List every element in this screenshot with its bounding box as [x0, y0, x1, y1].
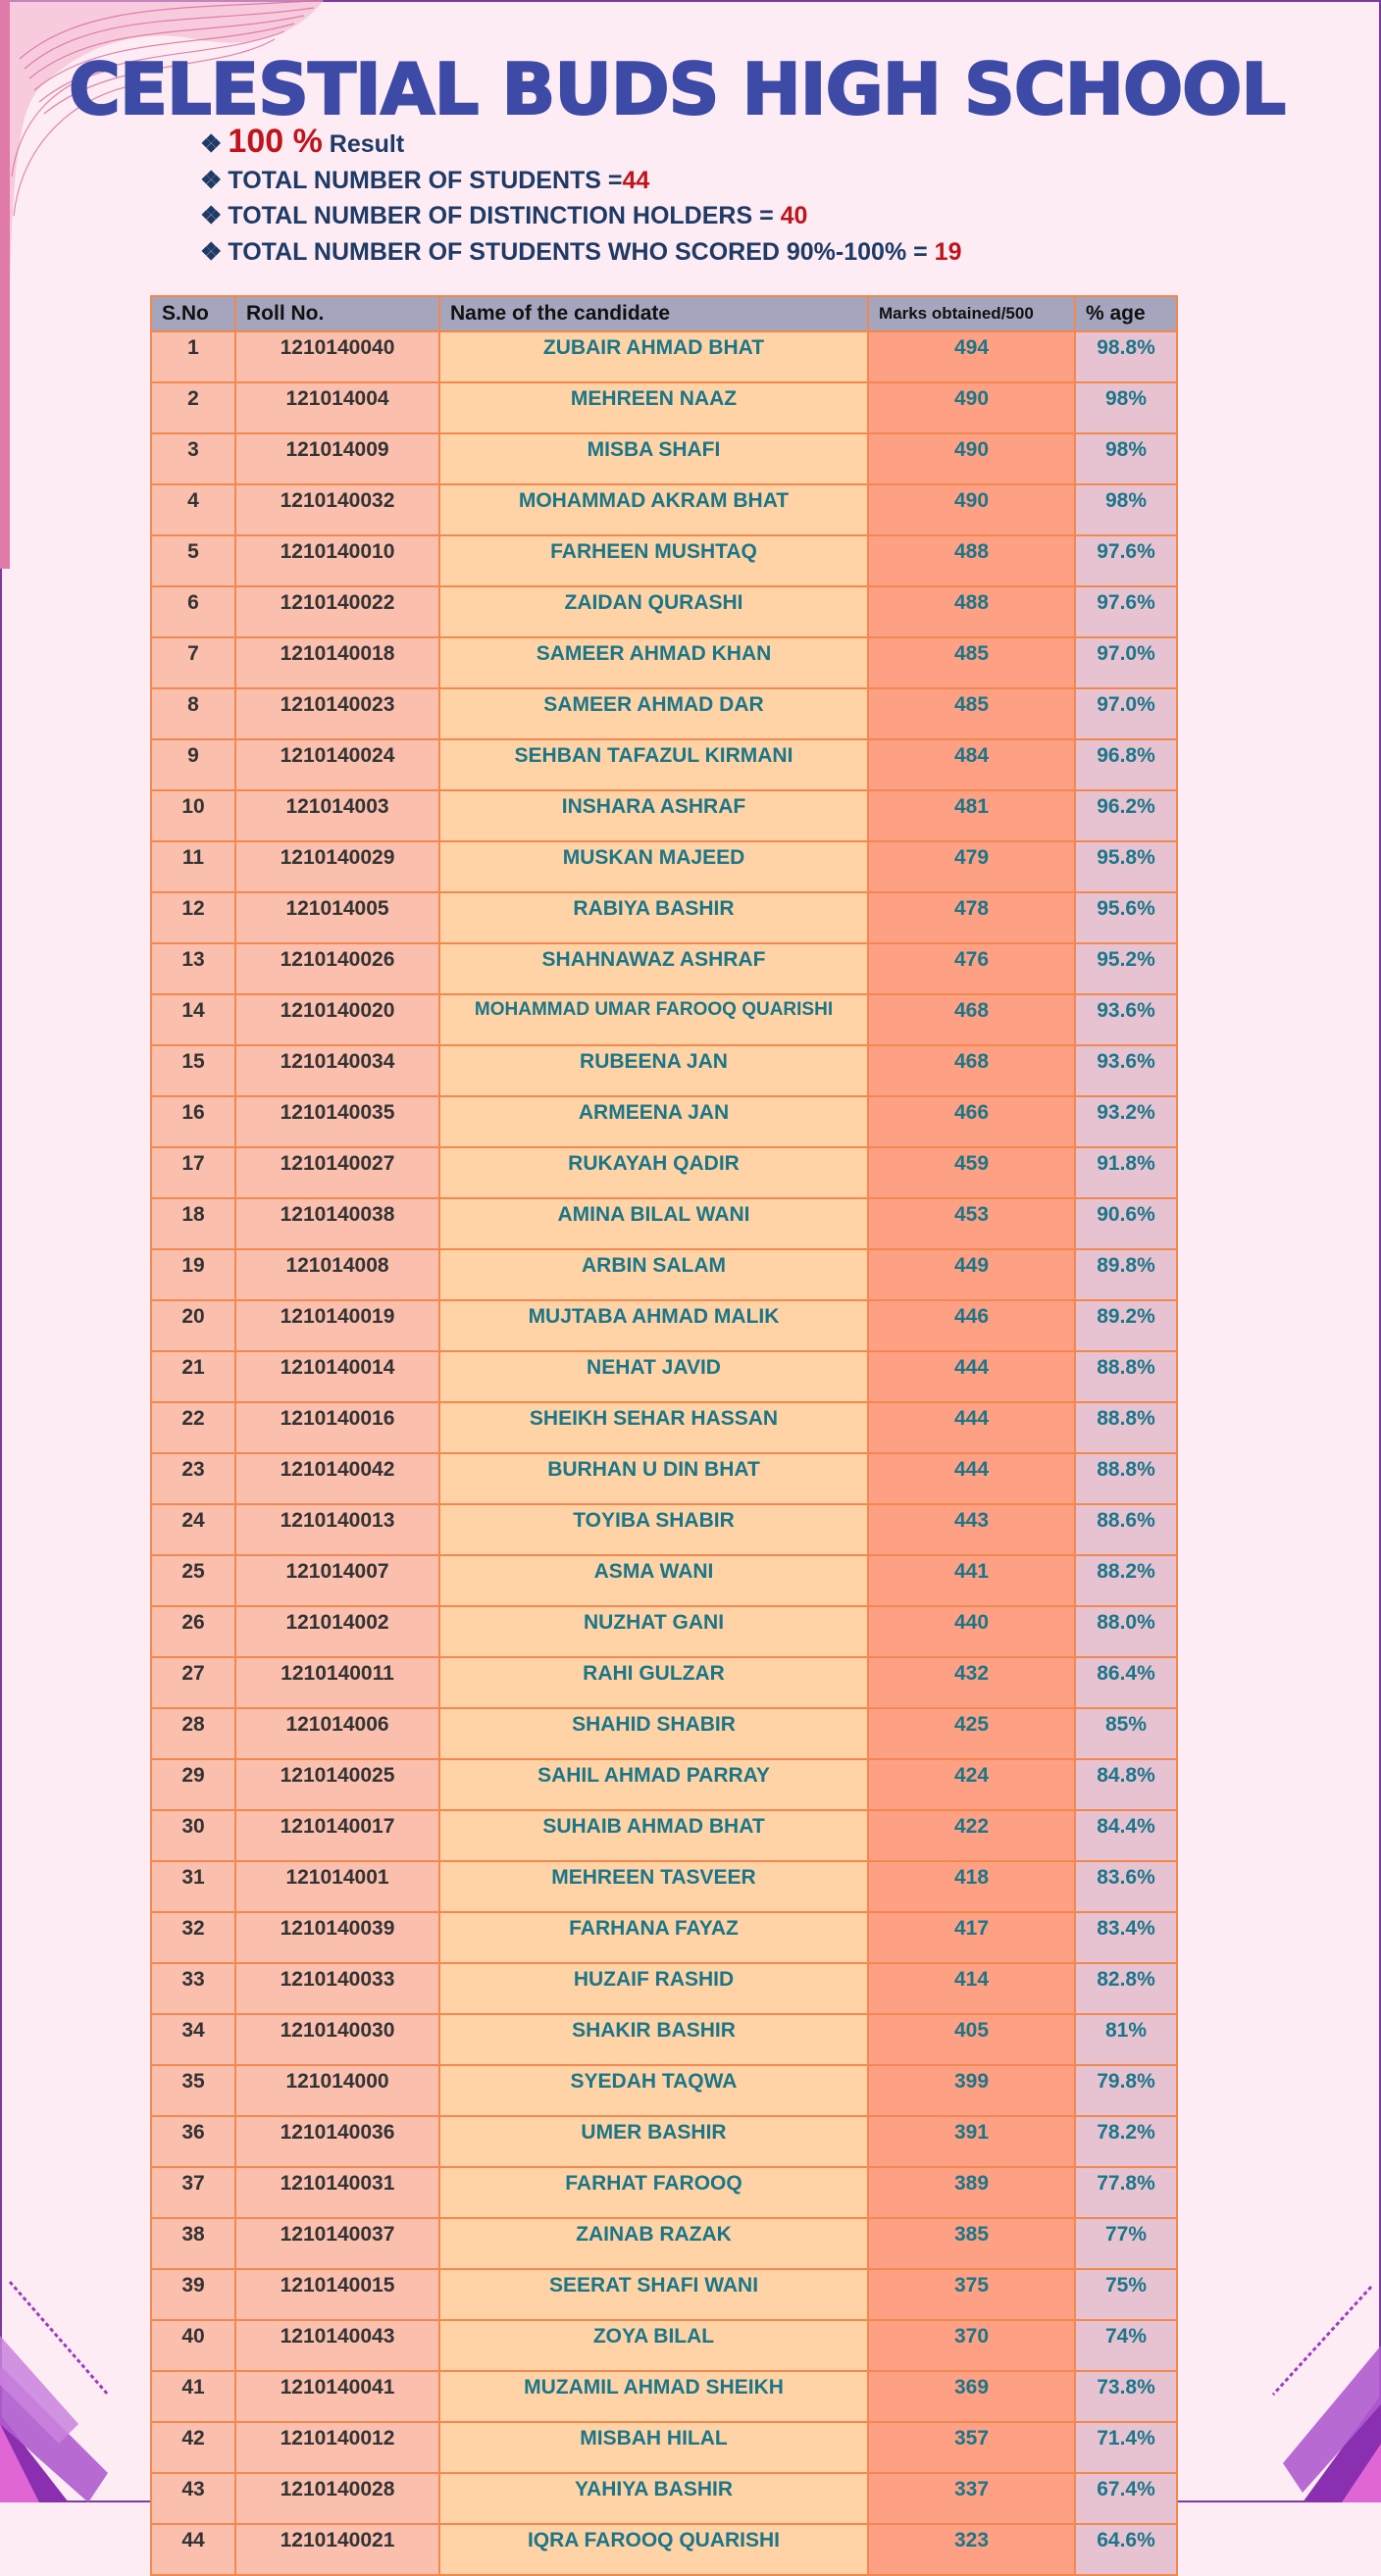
- candidate-name-cell: SAMEER AHMAD DAR: [439, 688, 868, 739]
- marks-cell: 444: [868, 1351, 1075, 1402]
- school-title: CELESTIAL BUDS HIGH SCHOOL: [69, 48, 1286, 130]
- roll-number-cell: 1210140035: [235, 1096, 439, 1147]
- roll-number-cell: 1210140038: [235, 1198, 439, 1249]
- serial-number-cell: 19: [151, 1249, 235, 1300]
- table-row: [151, 1402, 1177, 1453]
- marks-cell: 337: [868, 2473, 1075, 2524]
- table-row: [151, 994, 1177, 1045]
- candidate-name-cell: SHAHNAWAZ ASHRAF: [439, 943, 868, 994]
- marks-cell: 418: [868, 1861, 1075, 1912]
- table-row: [151, 790, 1177, 841]
- table-row: [151, 1606, 1177, 1657]
- roll-number-cell: 1210140015: [235, 2269, 439, 2320]
- candidate-name-cell: SAMEER AHMAD KHAN: [439, 637, 868, 688]
- serial-number-cell: 31: [151, 1861, 235, 1912]
- marks-cell: 422: [868, 1810, 1075, 1861]
- serial-number-cell: 25: [151, 1555, 235, 1606]
- marks-cell: 424: [868, 1759, 1075, 1810]
- marks-cell: 466: [868, 1096, 1075, 1147]
- table-row: [151, 1198, 1177, 1249]
- candidate-name-cell: HUZAIF RASHID: [439, 1963, 868, 2014]
- serial-number-cell: 26: [151, 1606, 235, 1657]
- percentage-cell: 95.6%: [1075, 892, 1177, 943]
- table-row: [151, 637, 1177, 688]
- percentage-cell: 77%: [1075, 2218, 1177, 2269]
- serial-number-cell: 42: [151, 2422, 235, 2473]
- serial-number-cell: 41: [151, 2371, 235, 2422]
- table-row: [151, 688, 1177, 739]
- roll-number-cell: 121014008: [235, 1249, 439, 1300]
- candidate-name-cell: FARHEEN MUSHTAQ: [439, 535, 868, 586]
- marks-cell: 479: [868, 841, 1075, 892]
- percentage-cell: 88.6%: [1075, 1504, 1177, 1555]
- percentage-cell: 85%: [1075, 1708, 1177, 1759]
- marks-cell: 490: [868, 382, 1075, 433]
- roll-number-cell: 121014005: [235, 892, 439, 943]
- roll-number-cell: 121014007: [235, 1555, 439, 1606]
- serial-number-cell: 34: [151, 2014, 235, 2065]
- candidate-name-cell: NUZHAT GANI: [439, 1606, 868, 1657]
- percentage-cell: 84.8%: [1075, 1759, 1177, 1810]
- candidate-name-cell: SUHAIB AHMAD BHAT: [439, 1810, 868, 1861]
- column-header: S.No: [151, 296, 235, 331]
- candidate-name-cell: SAHIL AHMAD PARRAY: [439, 1759, 868, 1810]
- distinction-value: 40: [780, 202, 808, 229]
- candidate-name-cell: ASMA WANI: [439, 1555, 868, 1606]
- serial-number-cell: 14: [151, 994, 235, 1045]
- table-row: [151, 1708, 1177, 1759]
- table-row: [151, 1045, 1177, 1096]
- marks-cell: 485: [868, 637, 1075, 688]
- percentage-cell: 88.2%: [1075, 1555, 1177, 1606]
- serial-number-cell: 30: [151, 1810, 235, 1861]
- marks-cell: 481: [868, 790, 1075, 841]
- percentage-cell: 84.4%: [1075, 1810, 1177, 1861]
- marks-cell: 459: [868, 1147, 1075, 1198]
- percentage-cell: 64.6%: [1075, 2524, 1177, 2575]
- roll-number-cell: 1210140020: [235, 994, 439, 1045]
- roll-number-cell: 1210140029: [235, 841, 439, 892]
- percentage-cell: 73.8%: [1075, 2371, 1177, 2422]
- table-row: [151, 1963, 1177, 2014]
- diamond-bullet-icon: ❖: [200, 237, 223, 266]
- serial-number-cell: 44: [151, 2524, 235, 2575]
- candidate-name-cell: NEHAT JAVID: [439, 1351, 868, 1402]
- serial-number-cell: 10: [151, 790, 235, 841]
- marks-cell: 490: [868, 484, 1075, 535]
- column-header: Roll No.: [235, 296, 439, 331]
- percentage-cell: 96.8%: [1075, 739, 1177, 790]
- percentage-cell: 82.8%: [1075, 1963, 1177, 2014]
- serial-number-cell: 12: [151, 892, 235, 943]
- marks-cell: 444: [868, 1402, 1075, 1453]
- marks-cell: 440: [868, 1606, 1075, 1657]
- table-row: [151, 2116, 1177, 2167]
- candidate-name-cell: MUZAMIL AHMAD SHEIKH: [439, 2371, 868, 2422]
- percentage-cell: 71.4%: [1075, 2422, 1177, 2473]
- table-row: [151, 1861, 1177, 1912]
- percentage-cell: 90.6%: [1075, 1198, 1177, 1249]
- table-row: [151, 943, 1177, 994]
- serial-number-cell: 6: [151, 586, 235, 637]
- candidate-name-cell: MUJTABA AHMAD MALIK: [439, 1300, 868, 1351]
- table-row: [151, 841, 1177, 892]
- percentage-cell: 93.2%: [1075, 1096, 1177, 1147]
- roll-number-cell: 1210140031: [235, 2167, 439, 2218]
- marks-cell: 488: [868, 535, 1075, 586]
- serial-number-cell: 20: [151, 1300, 235, 1351]
- roll-number-cell: 1210140028: [235, 2473, 439, 2524]
- table-row: [151, 2422, 1177, 2473]
- candidate-name-cell: ZAIDAN QURASHI: [439, 586, 868, 637]
- marks-cell: 405: [868, 2014, 1075, 2065]
- top-scorers-label: TOTAL NUMBER OF STUDENTS WHO SCORED 90%-100% =: [228, 237, 935, 266]
- roll-number-cell: 1210140027: [235, 1147, 439, 1198]
- candidate-name-cell: ZOYA BILAL: [439, 2320, 868, 2371]
- table-row: [151, 1453, 1177, 1504]
- percentage-cell: 97.0%: [1075, 688, 1177, 739]
- candidate-name-cell: ARBIN SALAM: [439, 1249, 868, 1300]
- total-students-label: TOTAL NUMBER OF STUDENTS =: [228, 166, 623, 194]
- serial-number-cell: 29: [151, 1759, 235, 1810]
- serial-number-cell: 22: [151, 1402, 235, 1453]
- table-row: [151, 433, 1177, 484]
- candidate-name-cell: SHAHID SHABIR: [439, 1708, 868, 1759]
- marks-cell: 453: [868, 1198, 1075, 1249]
- roll-number-cell: 121014003: [235, 790, 439, 841]
- diamond-bullet-icon: ❖: [200, 130, 223, 158]
- serial-number-cell: 8: [151, 688, 235, 739]
- table-row: [151, 2065, 1177, 2116]
- roll-number-cell: 1210140022: [235, 586, 439, 637]
- percentage-cell: 88.0%: [1075, 1606, 1177, 1657]
- percentage-cell: 98%: [1075, 382, 1177, 433]
- roll-number-cell: 1210140017: [235, 1810, 439, 1861]
- serial-number-cell: 39: [151, 2269, 235, 2320]
- marks-cell: 488: [868, 586, 1075, 637]
- roll-number-cell: 1210140018: [235, 637, 439, 688]
- percentage-cell: 98%: [1075, 433, 1177, 484]
- serial-number-cell: 3: [151, 433, 235, 484]
- percentage-cell: 79.8%: [1075, 2065, 1177, 2116]
- marks-cell: 494: [868, 331, 1075, 382]
- table-row: [151, 1810, 1177, 1861]
- marks-cell: 446: [868, 1300, 1075, 1351]
- serial-number-cell: 4: [151, 484, 235, 535]
- marks-cell: 441: [868, 1555, 1075, 1606]
- diamond-bullet-icon: ❖: [200, 202, 223, 229]
- candidate-name-cell: RUBEENA JAN: [439, 1045, 868, 1096]
- candidate-name-cell: MOHAMMAD AKRAM BHAT: [439, 484, 868, 535]
- roll-number-cell: 1210140033: [235, 1963, 439, 2014]
- serial-number-cell: 33: [151, 1963, 235, 2014]
- column-header: Marks obtained/500: [868, 296, 1075, 331]
- marks-cell: 443: [868, 1504, 1075, 1555]
- table-row: [151, 2014, 1177, 2065]
- table-row: [151, 2320, 1177, 2371]
- roll-number-cell: 1210140043: [235, 2320, 439, 2371]
- percentage-cell: 91.8%: [1075, 1147, 1177, 1198]
- table-row: [151, 2218, 1177, 2269]
- serial-number-cell: 5: [151, 535, 235, 586]
- roll-number-cell: 1210140042: [235, 1453, 439, 1504]
- candidate-name-cell: SHEIKH SEHAR HASSAN: [439, 1402, 868, 1453]
- roll-number-cell: 1210140036: [235, 2116, 439, 2167]
- percentage-cell: 67.4%: [1075, 2473, 1177, 2524]
- table-row: [151, 1300, 1177, 1351]
- roll-number-cell: 1210140025: [235, 1759, 439, 1810]
- total-students-line: [200, 163, 961, 199]
- column-header: % age: [1075, 296, 1177, 331]
- table-row: [151, 484, 1177, 535]
- corner-decoration-left: [0, 2277, 137, 2502]
- percentage-cell: 89.8%: [1075, 1249, 1177, 1300]
- candidate-name-cell: MISBAH HILAL: [439, 2422, 868, 2473]
- corner-decoration-right: [1244, 2277, 1381, 2502]
- serial-number-cell: 32: [151, 1912, 235, 1963]
- serial-number-cell: 16: [151, 1096, 235, 1147]
- distinction-label: TOTAL NUMBER OF DISTINCTION HOLDERS =: [228, 202, 781, 229]
- marks-cell: 389: [868, 2167, 1075, 2218]
- table-row: [151, 739, 1177, 790]
- percentage-cell: 75%: [1075, 2269, 1177, 2320]
- marks-cell: 490: [868, 433, 1075, 484]
- candidate-name-cell: AMINA BILAL WANI: [439, 1198, 868, 1249]
- results-table: [150, 295, 1178, 2576]
- percentage-cell: 98%: [1075, 484, 1177, 535]
- serial-number-cell: 17: [151, 1147, 235, 1198]
- roll-number-cell: 1210140023: [235, 688, 439, 739]
- table-row: [151, 586, 1177, 637]
- candidate-name-cell: FARHANA FAYAZ: [439, 1912, 868, 1963]
- percentage-cell: 81%: [1075, 2014, 1177, 2065]
- table-row: [151, 892, 1177, 943]
- marks-cell: 369: [868, 2371, 1075, 2422]
- roll-number-cell: 121014004: [235, 382, 439, 433]
- percentage-cell: 93.6%: [1075, 1045, 1177, 1096]
- table-header-row: [151, 296, 1177, 331]
- roll-number-cell: 1210140019: [235, 1300, 439, 1351]
- roll-number-cell: 1210140010: [235, 535, 439, 586]
- candidate-name-cell: UMER BASHIR: [439, 2116, 868, 2167]
- percentage-cell: 88.8%: [1075, 1351, 1177, 1402]
- marks-cell: 478: [868, 892, 1075, 943]
- candidate-name-cell: ZUBAIR AHMAD BHAT: [439, 331, 868, 382]
- table-row: [151, 2473, 1177, 2524]
- roll-number-cell: 1210140032: [235, 484, 439, 535]
- percentage-cell: 74%: [1075, 2320, 1177, 2371]
- table-row: [151, 2269, 1177, 2320]
- percentage-cell: 93.6%: [1075, 994, 1177, 1045]
- table-row: [151, 1351, 1177, 1402]
- marks-cell: 485: [868, 688, 1075, 739]
- serial-number-cell: 9: [151, 739, 235, 790]
- percentage-cell: 83.6%: [1075, 1861, 1177, 1912]
- roll-number-cell: 1210140024: [235, 739, 439, 790]
- percentage-cell: 86.4%: [1075, 1657, 1177, 1708]
- candidate-name-cell: MEHREEN TASVEER: [439, 1861, 868, 1912]
- table-row: [151, 535, 1177, 586]
- candidate-name-cell: SYEDAH TAQWA: [439, 2065, 868, 2116]
- table-row: [151, 1555, 1177, 1606]
- marks-cell: 399: [868, 2065, 1075, 2116]
- candidate-name-cell: TOYIBA SHABIR: [439, 1504, 868, 1555]
- roll-number-cell: 1210140013: [235, 1504, 439, 1555]
- marks-cell: 449: [868, 1249, 1075, 1300]
- roll-number-cell: 121014002: [235, 1606, 439, 1657]
- candidate-name-cell: MEHREEN NAAZ: [439, 382, 868, 433]
- candidate-name-cell: ARMEENA JAN: [439, 1096, 868, 1147]
- roll-number-cell: 1210140039: [235, 1912, 439, 1963]
- roll-number-cell: 121014006: [235, 1708, 439, 1759]
- marks-cell: 484: [868, 739, 1075, 790]
- marks-cell: 468: [868, 994, 1075, 1045]
- serial-number-cell: 36: [151, 2116, 235, 2167]
- serial-number-cell: 38: [151, 2218, 235, 2269]
- percentage-cell: 97.0%: [1075, 637, 1177, 688]
- roll-number-cell: 1210140016: [235, 1402, 439, 1453]
- candidate-name-cell: SEERAT SHAFI WANI: [439, 2269, 868, 2320]
- column-header: Name of the candidate: [439, 296, 868, 331]
- roll-number-cell: 1210140021: [235, 2524, 439, 2575]
- serial-number-cell: 35: [151, 2065, 235, 2116]
- table-row: [151, 331, 1177, 382]
- roll-number-cell: 1210140026: [235, 943, 439, 994]
- marks-cell: 432: [868, 1657, 1075, 1708]
- candidate-name-cell: YAHIYA BASHIR: [439, 2473, 868, 2524]
- candidate-name-cell: MUSKAN MAJEED: [439, 841, 868, 892]
- candidate-name-cell: FARHAT FAROOQ: [439, 2167, 868, 2218]
- candidate-name-cell: MOHAMMAD UMAR FAROOQ QUARISHI: [439, 994, 868, 1045]
- roll-number-cell: 121014000: [235, 2065, 439, 2116]
- roll-number-cell: 1210140040: [235, 331, 439, 382]
- roll-number-cell: 1210140014: [235, 1351, 439, 1402]
- table-row: [151, 2371, 1177, 2422]
- percentage-cell: 98.8%: [1075, 331, 1177, 382]
- roll-number-cell: 1210140011: [235, 1657, 439, 1708]
- table-row: [151, 1147, 1177, 1198]
- candidate-name-cell: BURHAN U DIN BHAT: [439, 1453, 868, 1504]
- roll-number-cell: 1210140041: [235, 2371, 439, 2422]
- marks-cell: 476: [868, 943, 1075, 994]
- table-row: [151, 1249, 1177, 1300]
- table-row: [151, 1912, 1177, 1963]
- percentage-cell: 77.8%: [1075, 2167, 1177, 2218]
- marks-cell: 425: [868, 1708, 1075, 1759]
- marks-cell: 417: [868, 1912, 1075, 1963]
- serial-number-cell: 23: [151, 1453, 235, 1504]
- candidate-name-cell: IQRA FAROOQ QUARISHI: [439, 2524, 868, 2575]
- serial-number-cell: 2: [151, 382, 235, 433]
- marks-cell: 370: [868, 2320, 1075, 2371]
- candidate-name-cell: RABIYA BASHIR: [439, 892, 868, 943]
- candidate-name-cell: RAHI GULZAR: [439, 1657, 868, 1708]
- percentage-cell: 97.6%: [1075, 535, 1177, 586]
- roll-number-cell: 1210140037: [235, 2218, 439, 2269]
- percentage-cell: 83.4%: [1075, 1912, 1177, 1963]
- marks-cell: 357: [868, 2422, 1075, 2473]
- serial-number-cell: 13: [151, 943, 235, 994]
- table-row: [151, 1759, 1177, 1810]
- serial-number-cell: 37: [151, 2167, 235, 2218]
- percentage-cell: 78.2%: [1075, 2116, 1177, 2167]
- roll-number-cell: 121014001: [235, 1861, 439, 1912]
- candidate-name-cell: ZAINAB RAZAK: [439, 2218, 868, 2269]
- marks-cell: 385: [868, 2218, 1075, 2269]
- table-row: [151, 382, 1177, 433]
- marks-cell: 468: [868, 1045, 1075, 1096]
- marks-cell: 391: [868, 2116, 1075, 2167]
- candidate-name-cell: INSHARA ASHRAF: [439, 790, 868, 841]
- serial-number-cell: 7: [151, 637, 235, 688]
- percentage-cell: 88.8%: [1075, 1402, 1177, 1453]
- top-scorers-line: [200, 234, 961, 271]
- serial-number-cell: 18: [151, 1198, 235, 1249]
- table-row: [151, 1096, 1177, 1147]
- serial-number-cell: 21: [151, 1351, 235, 1402]
- table-row: [151, 2167, 1177, 2218]
- candidate-name-cell: MISBA SHAFI: [439, 433, 868, 484]
- serial-number-cell: 24: [151, 1504, 235, 1555]
- marks-cell: 414: [868, 1963, 1075, 2014]
- percentage-cell: 96.2%: [1075, 790, 1177, 841]
- percentage-cell: 88.8%: [1075, 1453, 1177, 1504]
- marks-cell: 375: [868, 2269, 1075, 2320]
- result-line: [200, 124, 961, 163]
- serial-number-cell: 11: [151, 841, 235, 892]
- candidate-name-cell: SEHBAN TAFAZUL KIRMANI: [439, 739, 868, 790]
- marks-cell: 323: [868, 2524, 1075, 2575]
- serial-number-cell: 27: [151, 1657, 235, 1708]
- serial-number-cell: 43: [151, 2473, 235, 2524]
- table-row: [151, 1657, 1177, 1708]
- roll-number-cell: 1210140012: [235, 2422, 439, 2473]
- distinction-line: [200, 198, 961, 234]
- result-summary: [200, 124, 961, 270]
- serial-number-cell: 1: [151, 331, 235, 382]
- marks-cell: 444: [868, 1453, 1075, 1504]
- serial-number-cell: 28: [151, 1708, 235, 1759]
- table-row: [151, 1504, 1177, 1555]
- result-label: Result: [329, 130, 405, 158]
- serial-number-cell: 15: [151, 1045, 235, 1096]
- roll-number-cell: 121014009: [235, 433, 439, 484]
- serial-number-cell: 40: [151, 2320, 235, 2371]
- top-scorers-value: 19: [934, 237, 962, 266]
- percentage-cell: 97.6%: [1075, 586, 1177, 637]
- percentage-cell: 89.2%: [1075, 1300, 1177, 1351]
- total-students-value: 44: [622, 166, 650, 194]
- roll-number-cell: 1210140030: [235, 2014, 439, 2065]
- diamond-bullet-icon: ❖: [200, 166, 223, 194]
- roll-number-cell: 1210140034: [235, 1045, 439, 1096]
- candidate-name-cell: RUKAYAH QADIR: [439, 1147, 868, 1198]
- percentage-cell: 95.8%: [1075, 841, 1177, 892]
- candidate-name-cell: SHAKIR BASHIR: [439, 2014, 868, 2065]
- percentage-cell: 95.2%: [1075, 943, 1177, 994]
- table-row: [151, 2524, 1177, 2575]
- result-value: 100 %: [228, 123, 323, 160]
